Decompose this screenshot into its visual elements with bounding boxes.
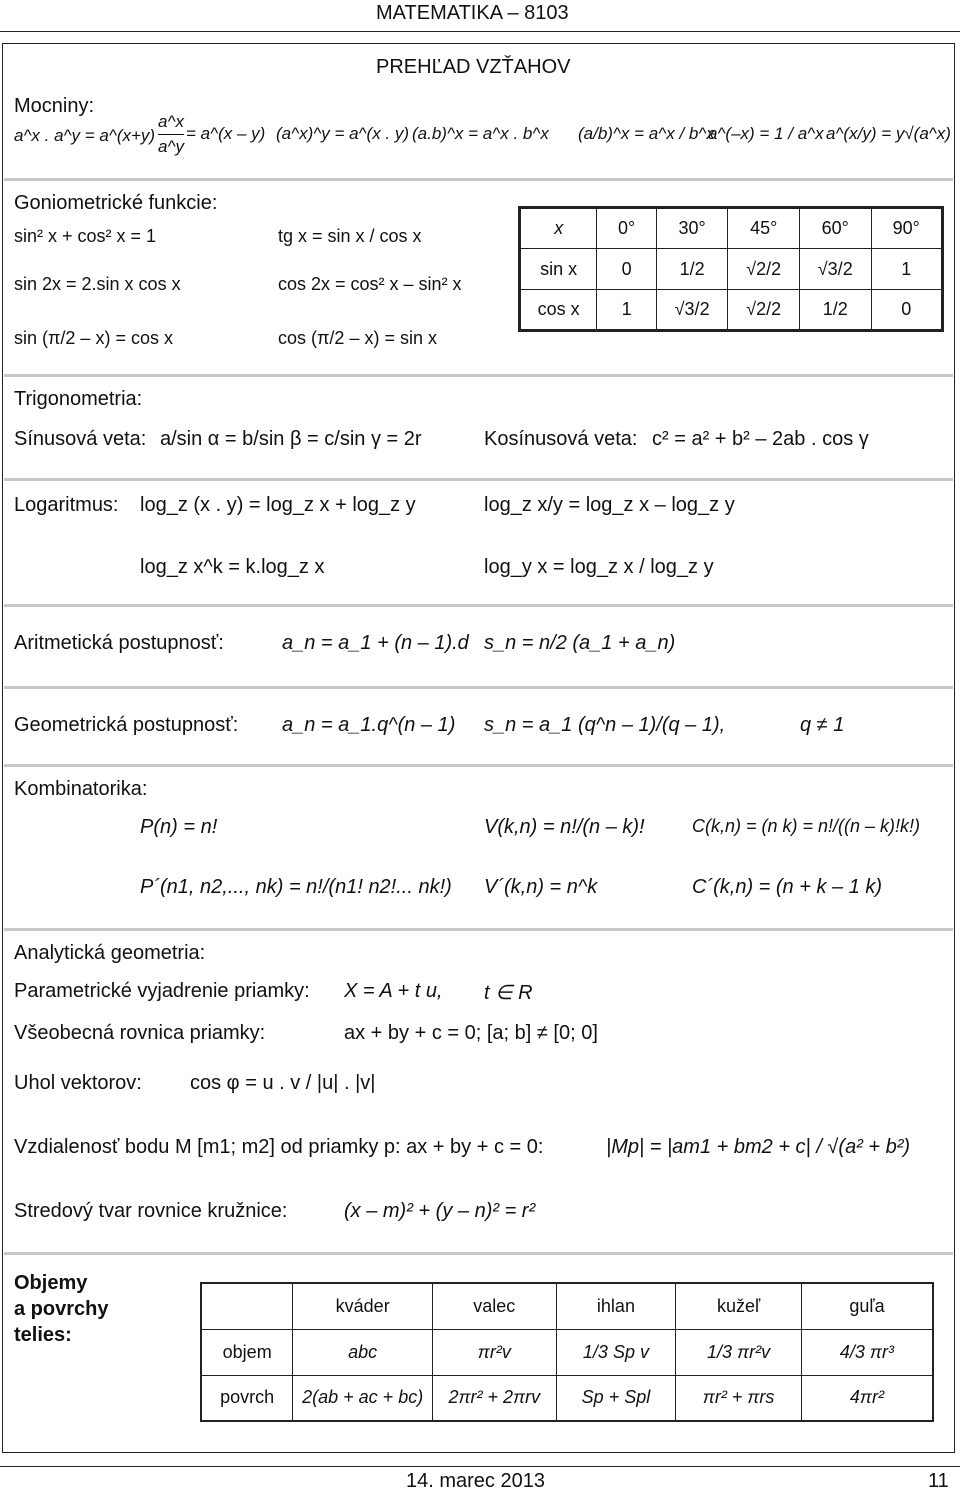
section-divider xyxy=(4,686,953,689)
analytic-heading: Analytická geometria: xyxy=(14,942,206,964)
gonio-cos-complement: cos (π/2 – x) = sin x xyxy=(278,328,437,348)
permutation-repetition-formula: P´(n1, n2,..., nk) = n!/(n1! n2!... nk!) xyxy=(140,876,452,898)
table-cell: 1/2 xyxy=(656,249,728,290)
solids-heading-line3: telies: xyxy=(14,1324,72,1346)
solids-heading-line2: a povrchy xyxy=(14,1298,109,1320)
line-parametric-label: Parametrické vyjadrenie priamky: xyxy=(14,980,310,1002)
table-cell: 1/3 πr²v xyxy=(676,1329,802,1375)
table-header-cell: kváder xyxy=(293,1283,433,1329)
power-rule-quotient-bar xyxy=(158,134,184,135)
variation-formula: V(k,n) = n!/(n – k)! xyxy=(484,816,645,838)
variation-repetition-formula: V´(k,n) = n^k xyxy=(484,876,598,898)
solids-table xyxy=(200,1282,934,1422)
table-header-cell: ihlan xyxy=(556,1283,676,1329)
section-divider xyxy=(4,1252,953,1255)
table-row xyxy=(201,1329,933,1375)
table-cell: 0 xyxy=(871,290,942,331)
table-header-cell: kužeľ xyxy=(676,1283,802,1329)
cosine-law: c² = a² + b² – 2ab . cos γ xyxy=(652,428,869,450)
point-line-distance-formula: |Mp| = |am1 + bm2 + c| / √(a² + b²) xyxy=(606,1136,911,1158)
geom-heading: Geometrická postupnosť: xyxy=(14,714,239,736)
table-header-cell: 45° xyxy=(728,208,800,249)
line-general-formula: ax + by + c = 0; [a; b] ≠ [0; 0] xyxy=(344,1022,598,1044)
table-cell: 4πr² xyxy=(801,1375,933,1421)
table-cell: 1/3 Sp v xyxy=(556,1329,676,1375)
combination-formula: C(k,n) = (n k) = n!/((n – k)!k!) xyxy=(692,816,921,836)
table-row xyxy=(201,1375,933,1421)
section-divider xyxy=(4,178,953,181)
power-rule-root: a^(x/y) = y√(a^x) xyxy=(826,124,951,143)
power-rule-negative: a^(–x) = 1 / a^x xyxy=(708,124,824,143)
section-divider xyxy=(4,478,953,481)
power-rule-quotient-den: a^y xyxy=(158,137,184,156)
log-base-change: log_y x = log_z x / log_z y xyxy=(484,556,714,578)
table-cell: πr² + πrs xyxy=(676,1375,802,1421)
table-header-cell: 60° xyxy=(799,208,871,249)
gonio-cos-double: cos 2x = cos² x – sin² x xyxy=(278,274,462,294)
footer-rule xyxy=(0,1466,960,1467)
sine-law-label: Sínusová veta: xyxy=(14,428,147,450)
circle-equation-formula: (x – m)² + (y – n)² = r² xyxy=(344,1200,536,1222)
footer-date: 14. marec 2013 xyxy=(406,1470,545,1492)
arith-heading: Aritmetická postupnosť: xyxy=(14,632,224,654)
power-rule-power: (a^x)^y = a^(x . y) xyxy=(276,124,410,143)
power-rule-fraction-base: (a/b)^x = a^x / b^x xyxy=(578,124,715,143)
log-quotient-rule: log_z x/y = log_z x – log_z y xyxy=(484,494,735,516)
table-row xyxy=(520,249,943,290)
table-row xyxy=(520,290,943,331)
table-cell: 4/3 πr³ xyxy=(801,1329,933,1375)
table-header-cell: 90° xyxy=(871,208,942,249)
exam-header: MATEMATIKA – 8103 xyxy=(376,2,569,24)
gonio-heading: Goniometrické funkcie: xyxy=(14,192,218,214)
trig-heading: Trigonometria: xyxy=(14,388,143,410)
line-parametric-formula: X = A + t u, xyxy=(344,980,443,1002)
gonio-tangent: tg x = sin x / cos x xyxy=(278,226,422,246)
gonio-sin-complement: sin (π/2 – x) = cos x xyxy=(14,328,173,348)
log-power-rule: log_z x^k = k.log_z x xyxy=(140,556,325,578)
power-rule-product: a^x . a^y = a^(x+y) xyxy=(14,126,156,145)
cosine-law-label: Kosínusová veta: xyxy=(484,428,638,450)
power-rule-product-base: (a.b)^x = a^x . b^x xyxy=(412,124,549,143)
table-cell: sin x xyxy=(520,249,597,290)
geom-condition: q ≠ 1 xyxy=(800,714,845,736)
table-cell: 2(ab + ac + bc) xyxy=(293,1375,433,1421)
section-divider xyxy=(4,764,953,767)
page-number: 11 xyxy=(928,1470,949,1492)
table-cell: πr²v xyxy=(432,1329,556,1375)
page-title: PREHĽAD VZŤAHOV xyxy=(376,56,571,78)
circle-equation-label: Stredový tvar rovnice kružnice: xyxy=(14,1200,288,1222)
line-general-label: Všeobecná rovnica priamky: xyxy=(14,1022,266,1044)
point-line-distance-label: Vzdialenosť bodu M [m1; m2] od priamky p: ax + by + c = 0: xyxy=(14,1136,544,1158)
power-rule-quotient-rhs: = a^(x – y) xyxy=(186,124,266,143)
log-product-rule: log_z (x . y) = log_z x + log_z y xyxy=(140,494,416,516)
header-rule xyxy=(0,31,960,32)
log-heading: Logaritmus: xyxy=(14,494,119,516)
gonio-sin-double: sin 2x = 2.sin x cos x xyxy=(14,274,181,294)
solids-heading-line1: Objemy xyxy=(14,1272,88,1294)
permutation-formula: P(n) = n! xyxy=(140,816,218,838)
combination-repetition-formula: C´(k,n) = (n + k – 1 k) xyxy=(692,876,883,898)
comb-heading: Kombinatorika: xyxy=(14,778,148,800)
table-cell: objem xyxy=(201,1329,293,1375)
table-row xyxy=(201,1283,933,1329)
table-header-cell: guľa xyxy=(801,1283,933,1329)
table-header-cell: x xyxy=(520,208,597,249)
table-cell: 2πr² + 2πrv xyxy=(432,1375,556,1421)
table-header-cell xyxy=(201,1283,293,1329)
table-cell: √3/2 xyxy=(799,249,871,290)
vector-angle-label: Uhol vektorov: xyxy=(14,1072,142,1094)
table-cell: 1 xyxy=(871,249,942,290)
table-cell: √2/2 xyxy=(728,290,800,331)
section-divider xyxy=(4,604,953,607)
table-cell: 0 xyxy=(597,249,656,290)
table-cell: √3/2 xyxy=(656,290,728,331)
geom-sum: s_n = a_1 (q^n – 1)/(q – 1), xyxy=(484,714,726,736)
section-divider xyxy=(4,374,953,377)
sine-law: a/sin α = b/sin β = c/sin γ = 2r xyxy=(160,428,422,450)
table-cell: abc xyxy=(293,1329,433,1375)
table-header-cell: valec xyxy=(432,1283,556,1329)
arith-sum: s_n = n/2 (a_1 + a_n) xyxy=(484,632,676,654)
arith-nth-term: a_n = a_1 + (n – 1).d xyxy=(282,632,469,654)
power-rule-quotient-num: a^x xyxy=(158,112,184,131)
table-cell: √2/2 xyxy=(728,249,800,290)
table-cell: 1 xyxy=(597,290,656,331)
line-parametric-domain: t ∈ R xyxy=(484,982,533,1004)
section-divider xyxy=(4,928,953,931)
table-cell: cos x xyxy=(520,290,597,331)
geom-nth-term: a_n = a_1.q^(n – 1) xyxy=(282,714,456,736)
table-row xyxy=(520,208,943,249)
trig-values-table xyxy=(518,206,944,332)
table-cell: Sp + Spl xyxy=(556,1375,676,1421)
gonio-pythagorean: sin² x + cos² x = 1 xyxy=(14,226,157,246)
table-header-cell: 30° xyxy=(656,208,728,249)
table-cell: povrch xyxy=(201,1375,293,1421)
powers-heading: Mocniny: xyxy=(14,95,95,117)
table-header-cell: 0° xyxy=(597,208,656,249)
table-cell: 1/2 xyxy=(799,290,871,331)
vector-angle-formula: cos φ = u . v / |u| . |v| xyxy=(190,1072,376,1094)
